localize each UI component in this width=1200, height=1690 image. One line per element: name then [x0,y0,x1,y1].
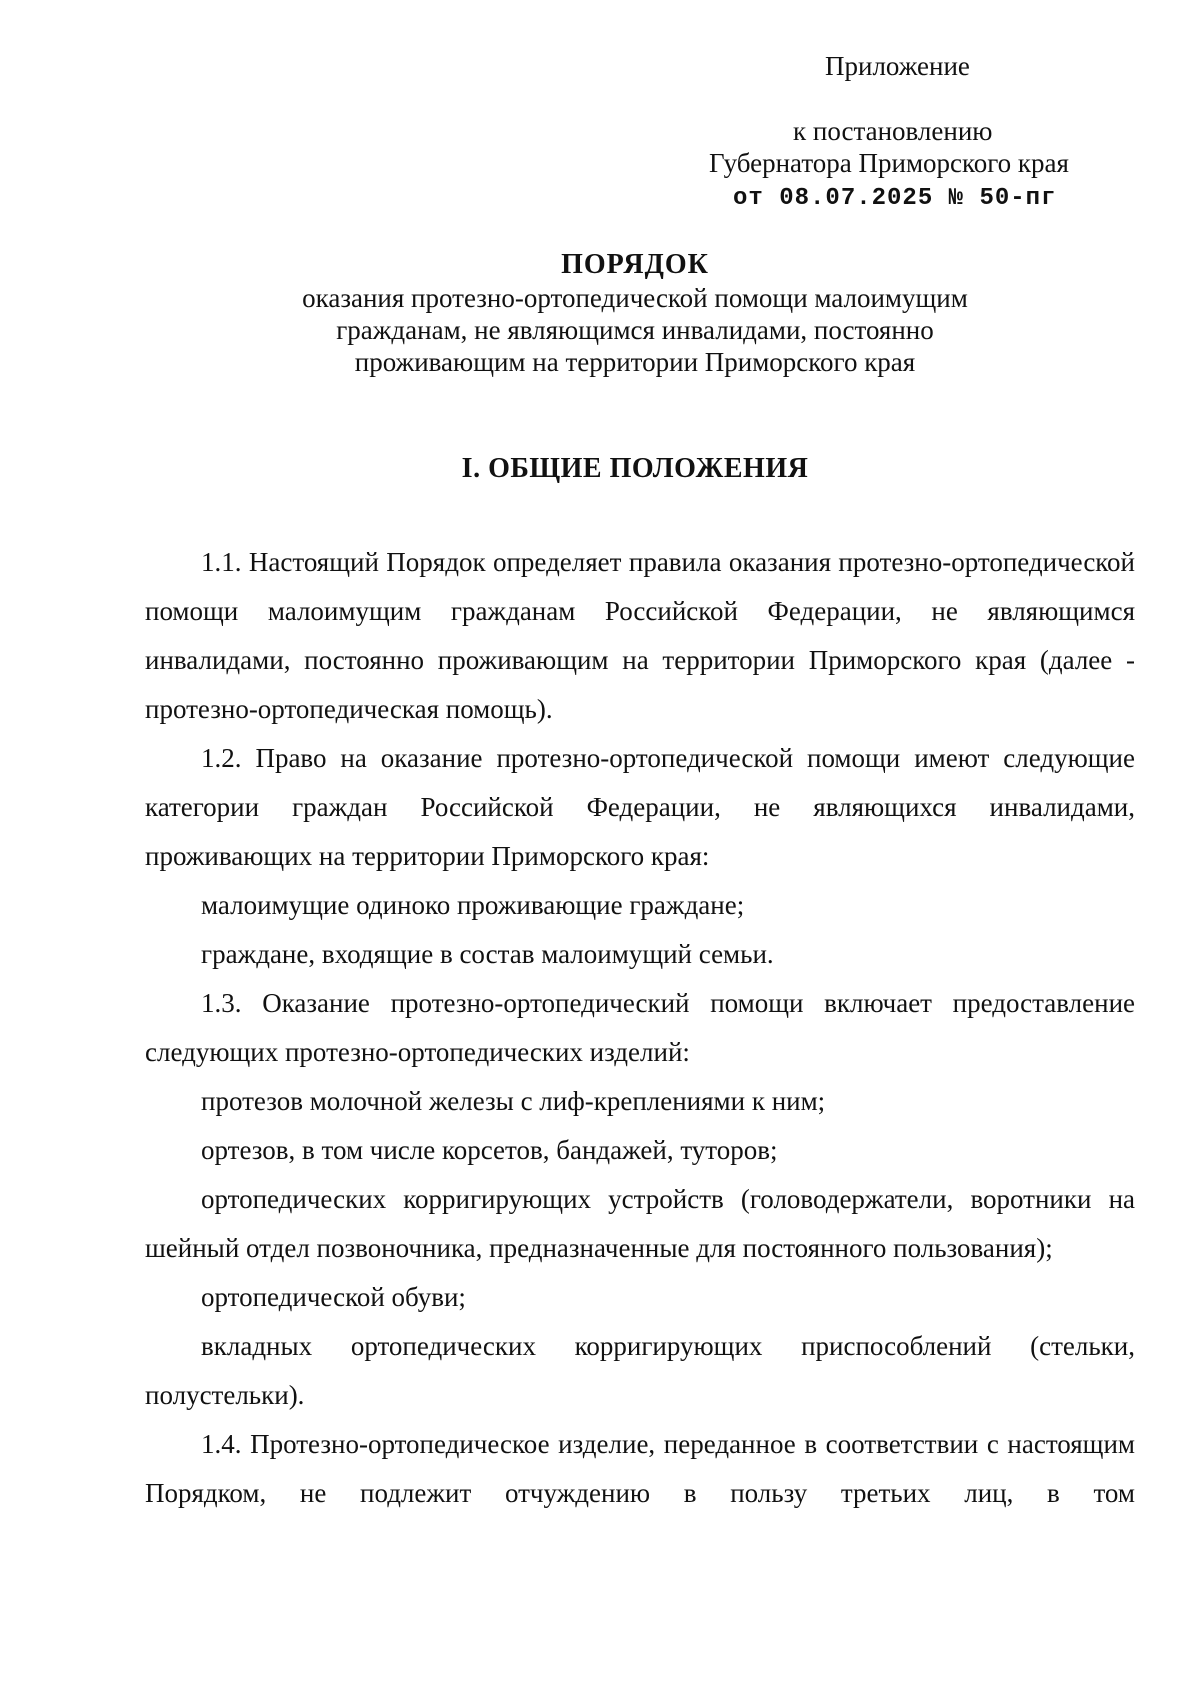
paragraph-1-2: 1.2. Право на оказание протезно-ортопедической помощи имеют следующие категории граждан Российской Федерации, не являющихся инвалидами, проживающих на территории Приморского края: [145,743,1135,871]
paragraph-1-3-item-5: вкладных ортопедических корригирующих приспособлений (стельки, полустельки). [145,1331,1135,1410]
paragraph-1-3-item-1: протезов молочной железы с лиф-креплениями к ним; [201,1086,826,1116]
appendix-label: Приложение [825,51,970,81]
paragraph-1-2-item-1: малоимущие одиноко проживающие граждане; [201,890,745,920]
section-heading: I. ОБЩИЕ ПОЛОЖЕНИЯ [461,453,809,484]
document-subtitle-line-3: проживающим на территории Приморского края [354,347,916,377]
paragraph-1-2-item-2: граждане, входящие в состав малоимущий семьи. [201,939,774,969]
document-body [145,538,1135,1518]
document-subtitle-line-1: оказания протезно-ортопедической помощи малоимущим [302,283,968,313]
document-subtitle-line-2: гражданам, не являющимся инвалидами, постоянно [336,315,934,345]
paragraph-1-3-item-4: ортопедической обуви; [201,1282,466,1312]
governor-line: Губернатора Приморского края [709,148,1069,178]
paragraph-1-1: 1.1. Настоящий Порядок определяет правила оказания протезно-ортопедической помощи малоимущим гражданам Российской Федерации, не являющимся инвалидами, постоянно проживающим на территории Приморского края (далее - протезно-ортопедическая помощь). [145,547,1135,724]
document-title-block [140,248,1130,378]
document-title: ПОРЯДОК [561,249,709,280]
paragraph-1-3-item-3: ортопедических корригирующих устройств (головодержатели, воротники на шейный отдел позвоночника, предназначенные для постоянного пользования); [145,1184,1135,1263]
paragraph-1-3: 1.3. Оказание протезно-ортопедический помощи включает предоставление следующих протезно-ортопедических изделий: [145,988,1135,1067]
paragraph-1-4: 1.4. Протезно-ортопедическое изделие, переданное в соответствии с настоящим Порядком, не подлежит отчуждению в пользу третьих лиц, в том [145,1429,1135,1508]
paragraph-1-3-item-2: ортезов, в том числе корсетов, бандажей, туторов; [201,1135,778,1165]
to-resolution-line: к постановлению [793,116,993,146]
resolution-date-number: от 08.07.2025 № 50-пг [733,185,1057,212]
